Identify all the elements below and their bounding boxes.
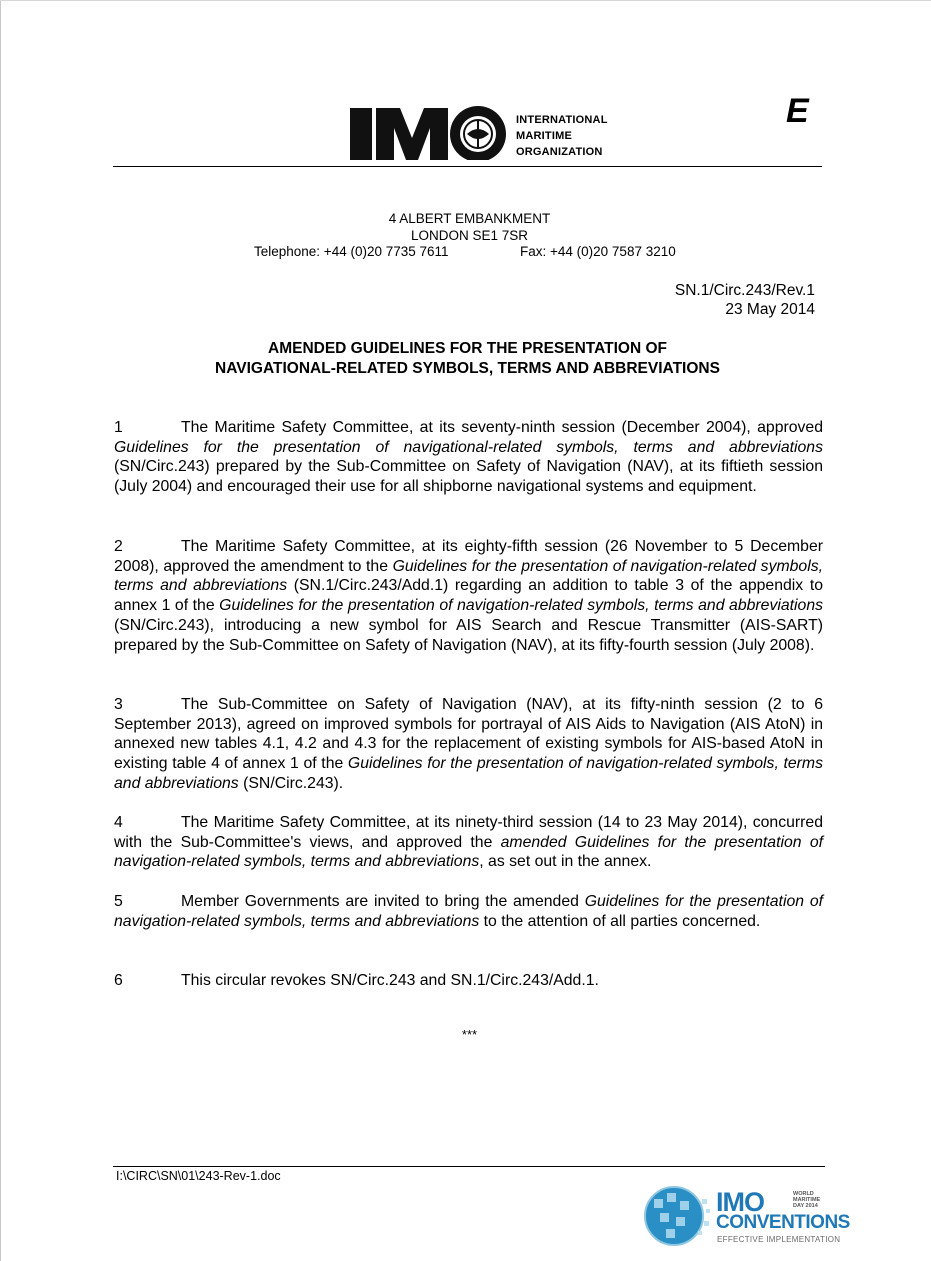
page-edge-top xyxy=(0,0,931,1)
header-divider xyxy=(113,166,822,167)
paragraph-italic: Guidelines for the presentation of navigation-related symbols, terms and abbreviations xyxy=(114,755,823,792)
paragraph-number: 6 xyxy=(114,972,123,989)
paragraph-2 xyxy=(114,537,823,655)
badge-wmd-line: MARITIME xyxy=(793,1197,821,1203)
address-line-1: 4 ALBERT EMBANKMENT xyxy=(388,211,551,226)
paragraph-italic: Guidelines for the presentation of navigation-related symbols, terms and abbreviations xyxy=(219,597,824,615)
paragraph-text: (SN/Circ.243). xyxy=(238,774,344,792)
paragraph-text: The Maritime Safety Committee, at its ninety-third session (14 to 23 May 2014), concurred with the Sub-Committee's views, and approved the xyxy=(114,814,823,851)
badge-world-maritime-day xyxy=(793,1191,820,1209)
paragraph-text: (SN/Circ.243) prepared by the Sub-Committee on Safety of Navigation (NAV), at its fiftieth session (July 2004) and encouraged their use for all shipborne navigational systems and equipment. xyxy=(114,458,823,496)
page-edge xyxy=(0,0,1,1261)
paragraph-italic: Guidelines for the presentation of navigation-related symbols, terms and abbreviations xyxy=(114,557,823,595)
paragraph-italic: amended Guidelines for the presentation of navigation-related symbols, terms and abbreviations xyxy=(114,833,823,871)
paragraph-text: Member Governments are invited to bring the amended xyxy=(181,893,585,910)
paragraph-text: (SN/Circ.243), introducing a new symbol for AIS Search and Rescue Transmitter (AIS-SART) prepared by the Sub-Committee on Safety of Navigation (NAV), at its fifty-fourth session (July 2008). xyxy=(114,616,823,654)
section-separator: *** xyxy=(461,1027,478,1042)
paragraph-4 xyxy=(114,813,823,872)
paragraph-number: 1 xyxy=(114,419,123,436)
org-line: INTERNATIONAL xyxy=(516,114,608,126)
paragraph-text: to the attention of all parties concerned. xyxy=(479,912,761,930)
paragraph-text: This circular revokes SN/Circ.243 and SN.1/Circ.243/Add.1. xyxy=(181,972,599,989)
paragraph-text: (SN.1/Circ.243/Add.1) regarding an addition to table 3 of the appendix to annex 1 of the xyxy=(114,577,824,615)
paragraph-number: 3 xyxy=(114,696,123,713)
imo-emblem-icon xyxy=(350,104,510,160)
badge-imo: IMO xyxy=(716,1187,764,1217)
document-title xyxy=(2,339,931,379)
org-line: MARITIME xyxy=(516,130,572,142)
paragraph-1 xyxy=(114,418,823,497)
address-line-2: LONDON SE1 7SR xyxy=(410,228,529,243)
badge-wmd-line: DAY 2014 xyxy=(793,1203,818,1209)
org-name xyxy=(516,112,608,160)
paragraph-text: , as set out in the annex. xyxy=(479,853,652,871)
fax: Fax: +44 (0)20 7587 3210 xyxy=(520,244,676,259)
file-path: I:\CIRC\SN\01\243-Rev-1.doc xyxy=(116,1169,281,1183)
paragraph-number: 4 xyxy=(114,814,123,831)
paragraph-text: The Maritime Safety Committee, at its eighty-fifth session (26 November to 5 December 2008), approved the amendment to the xyxy=(114,538,823,575)
paragraph-6 xyxy=(114,971,823,991)
imo-logo xyxy=(350,104,510,160)
telephone: Telephone: +44 (0)20 7735 7611 xyxy=(254,244,449,259)
document-date: 23 May 2014 xyxy=(725,301,815,318)
paragraph-number: 5 xyxy=(114,893,123,910)
title-line: AMENDED GUIDELINES FOR THE PRESENTATION OF xyxy=(268,340,667,357)
badge-wmd-line: WORLD xyxy=(793,1191,814,1197)
paragraph-italic: Guidelines for the presentation of navigation-related symbols, terms and abbreviations xyxy=(114,893,823,930)
language-mark: E xyxy=(786,92,809,130)
title-line: NAVIGATIONAL-RELATED SYMBOLS, TERMS AND ABBREVIATIONS xyxy=(215,360,720,377)
document-reference: SN.1/Circ.243/Rev.1 xyxy=(674,282,815,299)
footer-divider xyxy=(113,1166,825,1167)
badge-conventions: CONVENTIONS xyxy=(716,1212,850,1233)
badge-subtitle: EFFECTIVE IMPLEMENTATION xyxy=(717,1235,841,1244)
paragraph-number: 2 xyxy=(114,538,123,555)
paragraph-5 xyxy=(114,892,823,931)
org-line: ORGANIZATION xyxy=(516,146,603,158)
paragraph-3 xyxy=(114,695,823,794)
paragraph-text: The Maritime Safety Committee, at its seventy-ninth session (December 2004), approved xyxy=(181,419,823,436)
paragraph-text: The Sub-Committee on Safety of Navigation (NAV), at its fifty-ninth session (2 to 6 September 2013), agreed on improved symbols for portrayal of AIS Aids to Navigation (AIS AtoN) in annexed new tables 4.1, 4.2 and 4.3 for the replacement of existing symbols for AIS-based AtoN in existing table 4 of annex 1 of the xyxy=(114,696,823,773)
paragraph-italic: Guidelines for the presentation of navigational-related symbols, terms and abbreviations xyxy=(114,438,823,456)
